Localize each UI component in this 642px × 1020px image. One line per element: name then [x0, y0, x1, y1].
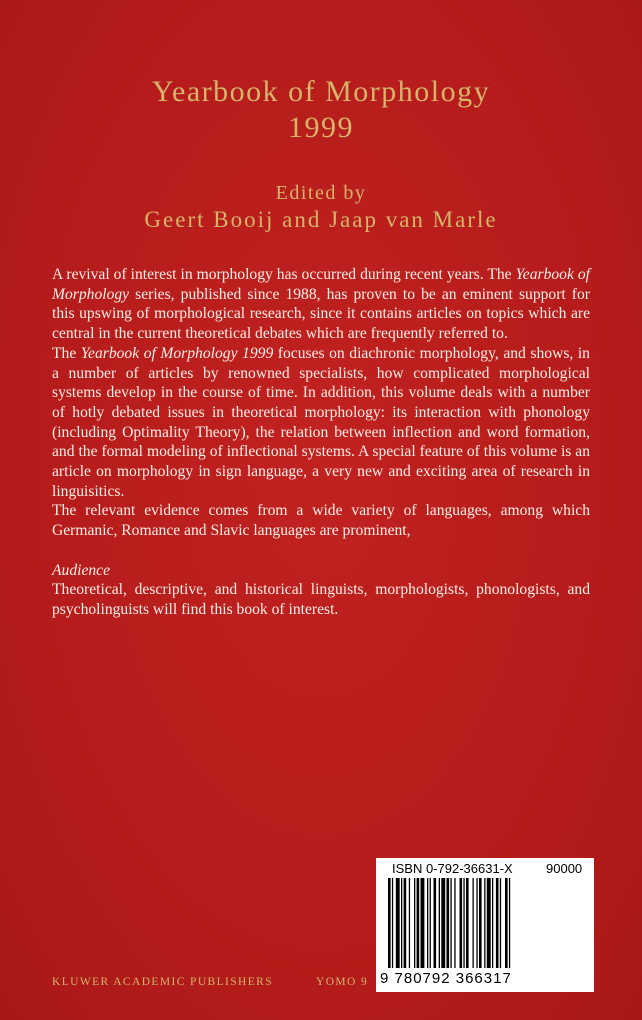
text-run: The	[52, 344, 81, 362]
paragraph-spacer	[52, 541, 590, 561]
description-paragraph-2	[52, 344, 590, 502]
title-line-1: Yearbook of Morphology	[151, 75, 491, 108]
barcode-label	[376, 858, 594, 992]
price-code: 90000	[546, 861, 583, 876]
edited-by-label: Edited by	[275, 182, 367, 204]
barcode-digits: 9 780792 366317	[380, 970, 512, 987]
text-run: A revival of interest in morphology has occurred during recent years. The	[52, 266, 516, 283]
series-code: YOMO 9	[316, 976, 369, 988]
audience-text: Theoretical, descriptive, and historical linguists, morphologists, phonologists, and psycholinguists will find this book of interest.	[52, 581, 590, 618]
title-year: 1999	[288, 111, 354, 144]
audience-heading	[52, 561, 590, 581]
editors-names: Geert Booij and Jaap van Marle	[144, 207, 498, 232]
series-name-italic: Yearbook of Morphology	[52, 266, 590, 303]
text-run: focuses on diachronic morphology, and shows, in a number of articles by renowned specialists, how complicated morphological systems develop in the course of time. In addition, this volume deals with a number of hotly debated issues in theoretical morphology: its interaction with phonology (including Optimality Theory), the relation between inflection and word formation, and the formal modeling of inflectional systems. A special feature of this volume is an article on morphology in sign language, a very new and exciting area of research in linguisitics.	[52, 344, 590, 500]
description-paragraph-3: The relevant evidence comes from a wide variety of languages, among which Germanic, Romance and Slavic languages are prominent,	[52, 502, 590, 540]
publisher-name: KLUWER ACADEMIC PUBLISHERS	[52, 976, 274, 988]
audience-heading-text: Audience	[52, 561, 111, 579]
description-paragraph-1	[52, 265, 590, 344]
description-block	[52, 265, 590, 620]
volume-name-italic: Yearbook of Morphology 1999	[80, 344, 274, 362]
text-run: series, published since 1988, has proven to be an eminent support for this upswing of morphological research, since it contains articles on topics which are central in the current theoretical debates which are frequently referred to.	[52, 285, 590, 343]
isbn-text: ISBN 0-792-36631-X	[392, 861, 513, 876]
book-title	[0, 74, 642, 146]
barcode-bars-icon	[386, 878, 584, 968]
